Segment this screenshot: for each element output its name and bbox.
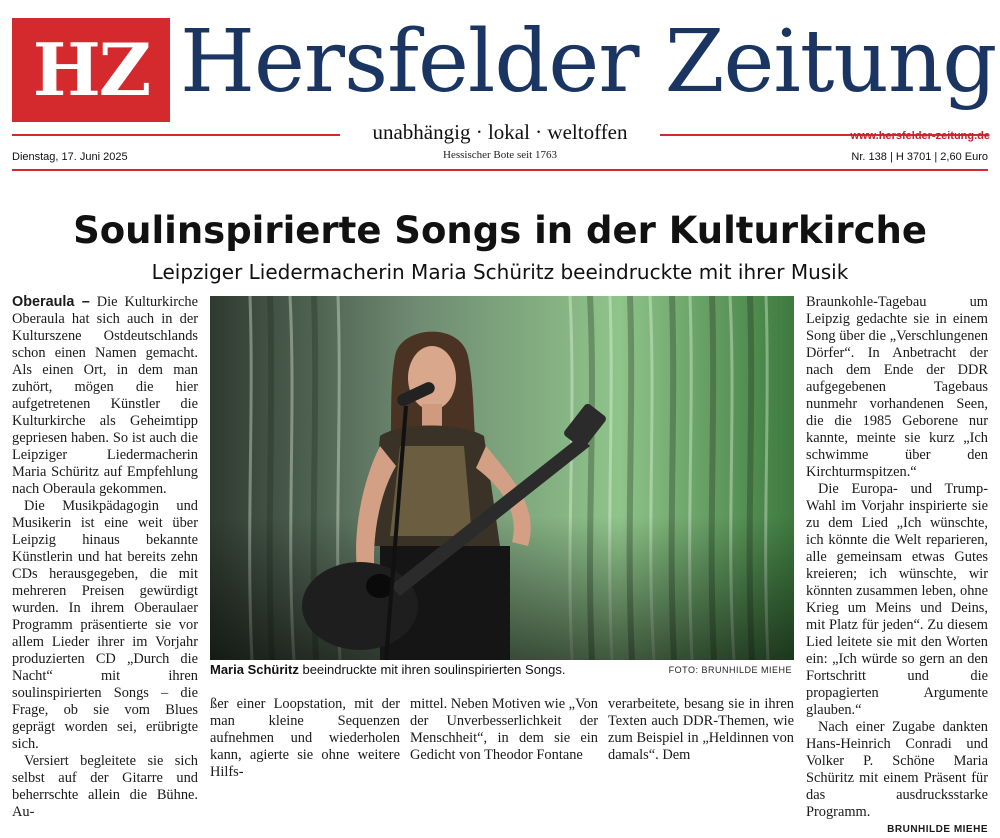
paragraph: Nach einer Zugabe dankten Hans-Heinrich Conradi und Volker P. Schöne Maria Schüritz mit einem Präsent für das ausdrucksstarke Programm. bbox=[806, 719, 988, 820]
hz-logo bbox=[12, 18, 170, 122]
headline: Soulinspirierte Songs in der Kulturkirche bbox=[73, 209, 927, 252]
paragraph: verarbeitete, besang sie in ihren Texten auch DDR-Themen, wie zum Beispiel in „Heldinnen von damals“. Dem bbox=[608, 696, 794, 763]
newspaper-name: Hersfelder Zeitung bbox=[180, 12, 997, 112]
paragraph-text: Die Kulturkirche Oberaula hat sich auch in der Kulturszene Ostdeutschlands schon einen Namen gemacht. Als einen Ort, in dem man zuhört, mögen die hier aufgetretenen Künstler die Kulturkirche als Geheimtipp gepriesen haben. So ist auch die Leipziger Liedermacherin Maria Schüritz auf Empfehlung nach Oberaula gekommen. bbox=[12, 294, 198, 497]
article-column-5 bbox=[806, 294, 988, 835]
article-photo bbox=[210, 296, 794, 660]
paragraph: Versiert begleitete sie sich selbst auf der Gitarre und beherrschte allein die Bühne. Au- bbox=[12, 753, 198, 820]
issue-info: Nr. 138 | H 3701 | 2,60 Euro bbox=[851, 151, 988, 163]
caption-name: Maria Schüritz bbox=[210, 662, 299, 677]
sub-brand: Hessischer Bote seit 1763 bbox=[443, 149, 557, 161]
paragraph: mittel. Neben Motiven wie „Von der Unverbesserlichkeit der Menschheit“, in dem sie ein Gedicht von Theodor Fontane bbox=[410, 696, 598, 763]
logo-text: HZ bbox=[32, 27, 150, 112]
paragraph: ßer einer Loopstation, mit der man kleine Sequenzen aufnehmen und wiederholen kann, agierte sie ohne weitere Hilfs- bbox=[210, 696, 400, 780]
paragraph: Die Europa- und Trump-Wahl im Vorjahr inspirierte sie zu dem Lied „Ich wünschte, ich könnte die Welt reparieren, alle gemeinsam etwas Gutes kreieren; ich wünschte, wir könnten zusammen leben, ohne Krieg um Meins und Deins, mit Platz für jeden“. Zu diesem Lied leitete sie mit den Worten ein: „Ich würde so gern an den Fortschritt und die propagierten Argumente glauben.“ bbox=[806, 481, 988, 718]
article-column-2 bbox=[210, 696, 400, 780]
paragraph bbox=[12, 294, 198, 498]
author-byline: BRUNHILDE MIEHE bbox=[887, 824, 988, 835]
article-column-1 bbox=[12, 294, 198, 820]
article-column-4 bbox=[608, 696, 794, 774]
caption-text: beeindruckte mit ihren soulinspirierten Songs. bbox=[298, 662, 566, 677]
photo-credit: FOTO: BRUNHILDE MIEHE bbox=[668, 665, 792, 675]
performer-photo bbox=[210, 296, 794, 660]
website-url[interactable]: www.hersfelder-zeitung.de bbox=[850, 130, 990, 142]
paragraph: Braunkohle-Tagebau um Leipzig gedachte sie in einem Song über die „Verschlungenen Dörfer“. In Anbetracht der nach dem Ende der DDR aufgegebenen Tagebaus nunmehr vorhandenen Seen, die die 1985 Geborene nur kannte, meinte sie kurz „Ich schwimme über den Kirchturmspitzen.“ bbox=[806, 294, 988, 480]
article-column-3 bbox=[410, 696, 598, 774]
edition-date: Dienstag, 17. Juni 2025 bbox=[12, 151, 128, 163]
masthead-rule-bottom bbox=[12, 169, 988, 171]
paragraph: Die Musikpädagogin und Musikerin ist eine weit über Leipzig hinaus bekannte Künstlerin und hat bereits zehn CDs herausgegeben, die mit mehreren Preisen gewürdigt wurden. In ihrem Oberaulaer Programm präsentierte sie vor allem Lieder ihrer im Vorjahr produzierten CD „Durch die Nacht“ mit ihren soulinspirierten Songs – die Frage, ob sie vom Blues geprägt worden sei, erübrigte sich. bbox=[12, 498, 198, 752]
photo-caption bbox=[210, 662, 794, 677]
dateline: Oberaula – bbox=[12, 294, 90, 310]
subheadline: Leipziger Liedermacherin Maria Schüritz beeindruckte mit ihrer Musik bbox=[151, 260, 849, 284]
slogan: unabhängig · lokal · weltoffen bbox=[340, 120, 660, 145]
